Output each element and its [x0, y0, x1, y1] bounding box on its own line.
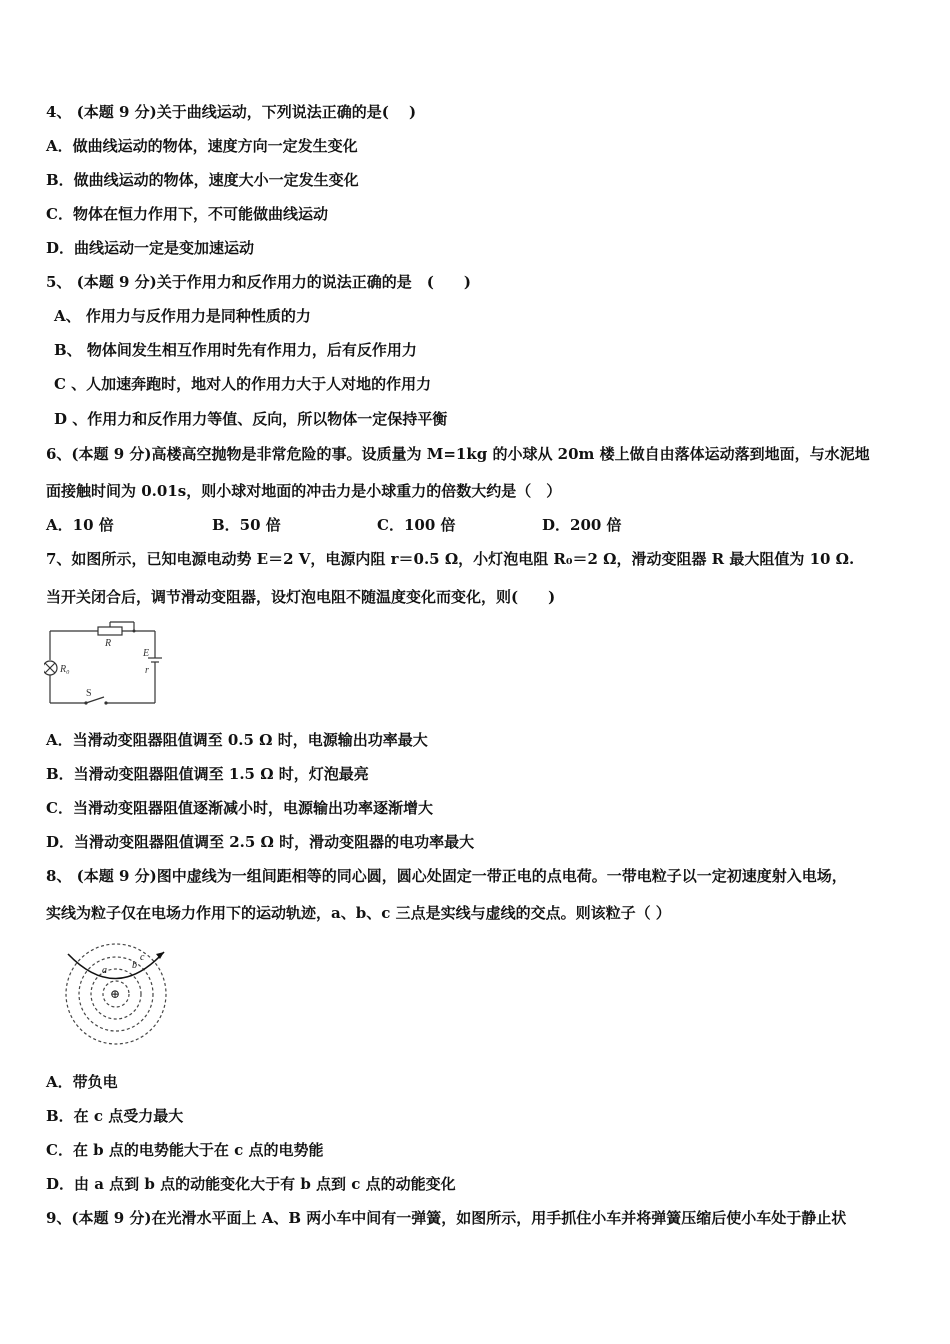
label-r: R	[105, 638, 112, 649]
question-8-stem-line2: 实线为粒子仅在电场力作用下的运动轨迹，a、b、c 三点是实线与虚线的交点。则该粒子（ ）	[46, 904, 671, 922]
question-6-option-c: C．100 倍	[377, 516, 456, 534]
question-5-option-b: B、 物体间发生相互作用时先有作用力，后有反作用力	[54, 341, 417, 359]
label-a: a	[102, 965, 107, 976]
question-4-stem: 4、 (本题 9 分)关于曲线运动，下列说法正确的是( )	[46, 103, 417, 121]
question-6-option-a: A．10 倍	[46, 516, 114, 534]
question-8-stem-line1: 8、 (本题 9 分)图中虚线为一组间距相等的同心圆，圆心处固定一带正电的点电荷。一带电粒子以一定初速度射入电场，	[46, 867, 847, 885]
question-9-stem-line1: 9、(本题 9 分)在光滑水平面上 A、B 两小车中间有一弹簧，如图所示，用手抓住小车并将弹簧压缩后使小车处于静止状	[46, 1209, 847, 1227]
question-4-option-d: D．曲线运动一定是变加速运动	[46, 239, 255, 257]
rheostat-r	[98, 627, 122, 635]
question-8-option-d: D．由 a 点到 b 点的动能变化大于有 b 点到 c 点的动能变化	[46, 1175, 456, 1193]
question-6-option-d: D．200 倍	[542, 516, 622, 534]
label-c: c	[140, 952, 145, 963]
question-7-option-b: B．当滑动变阻器阻值调至 1.5 Ω 时，灯泡最亮	[46, 765, 369, 783]
label-e: E	[143, 648, 150, 659]
label-internal-r: r	[145, 665, 149, 676]
question-4-option-a: A．做曲线运动的物体，速度方向一定发生变化	[46, 137, 358, 155]
positive-charge-symbol: ⊕	[110, 987, 121, 1001]
question-5-option-d: D 、作用力和反作用力等值、反向，所以物体一定保持平衡	[54, 410, 448, 428]
question-6-stem-line1: 6、(本题 9 分)高楼高空抛物是非常危险的事。设质量为 M=1kg 的小球从 20m 楼上做自由落体运动落到地面，与水泥地	[46, 445, 870, 463]
question-8-option-c: C．在 b 点的电势能大于在 c 点的电势能	[46, 1141, 324, 1159]
question-4-option-c: C．物体在恒力作用下，不可能做曲线运动	[46, 205, 328, 223]
question-7-stem-line2: 当开关闭合后，调节滑动变阻器，设灯泡电阻不随温度变化而变化，则( )	[46, 588, 556, 606]
label-b: b	[132, 960, 137, 971]
question-7-stem-line1: 7、如图所示，已知电源电动势 E＝2 V，电源内阻 r＝0.5 Ω，小灯泡电阻 R₀＝2 Ω，滑动变阻器 R 最大阻值为 10 Ω.	[46, 550, 855, 568]
question-7-option-c: C．当滑动变阻器阻值逐渐减小时，电源输出功率逐渐增大	[46, 799, 433, 817]
question-5-stem: 5、 (本题 9 分)关于作用力和反作用力的说法正确的是 ( )	[46, 273, 471, 291]
question-6-option-b: B．50 倍	[212, 516, 281, 534]
question-5-option-a: A、 作用力与反作用力是同种性质的力	[54, 307, 311, 325]
question-8-option-a: A．带负电	[46, 1073, 118, 1091]
circuit-diagram	[44, 618, 164, 708]
question-7-option-d: D．当滑动变阻器阻值调至 2.5 Ω 时，滑动变阻器的电功率最大	[46, 833, 475, 851]
question-7-option-a: A．当滑动变阻器阻值调至 0.5 Ω 时，电源输出功率最大	[46, 731, 428, 749]
question-5-option-c: C 、人加速奔跑时，地对人的作用力大于人对地的作用力	[54, 375, 432, 393]
particle-trajectory	[68, 952, 164, 979]
question-4-option-b: B．做曲线运动的物体，速度大小一定发生变化	[46, 171, 359, 189]
concentric-field-diagram	[44, 934, 188, 1056]
question-8-option-b: B．在 c 点受力最大	[46, 1107, 184, 1125]
question-6-stem-line2: 面接触时间为 0.01s，则小球对地面的冲击力是小球重力的倍数大约是（ ）	[46, 482, 562, 500]
label-r0: R₀	[60, 664, 70, 675]
label-s: S	[86, 688, 92, 699]
